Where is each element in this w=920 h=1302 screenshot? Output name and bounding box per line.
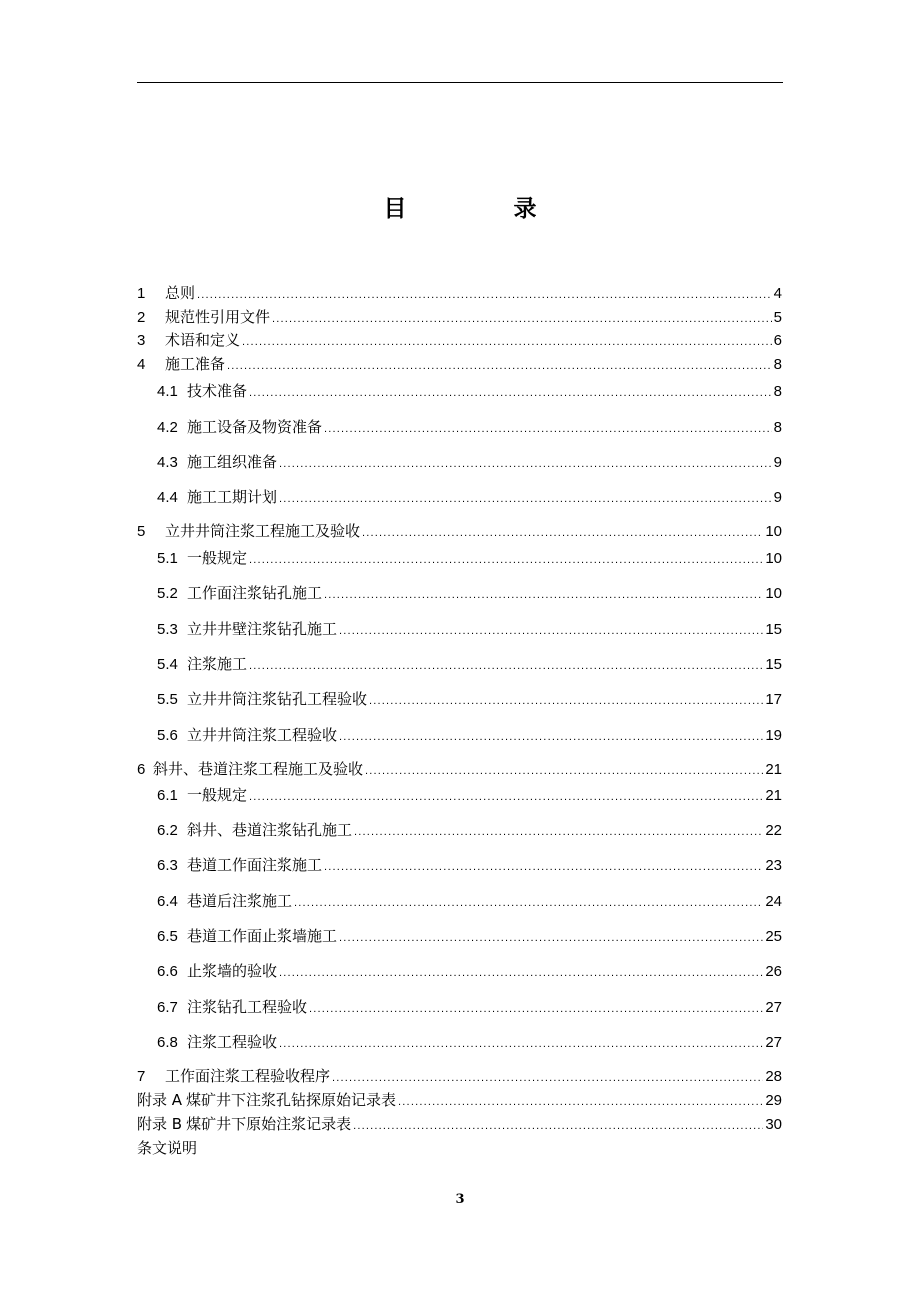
toc-entry-page: 26 [765,963,782,980]
dot-leader [279,1033,763,1055]
toc-entry-appendix-b[interactable] [137,1113,782,1135]
toc-entry-number: 4 [137,356,146,373]
toc-title: 目 录 [383,195,579,222]
dot-leader [249,382,772,404]
toc-entry-text: 立井井筒注浆工程验收 [187,726,338,744]
toc-entry-text: 工作面注浆钻孔施工 [187,584,323,602]
toc-entry-text: 巷道后注浆施工 [187,892,293,910]
toc-entry-text: 斜井、巷道注浆钻孔施工 [187,821,353,839]
toc-entry-text: 立井井壁注浆钻孔施工 [187,620,338,638]
toc-entry-text: 一般规定 [187,786,248,804]
dot-leader [197,284,772,306]
toc-entry-number: 5.2 [157,585,178,602]
dot-leader [309,998,763,1020]
toc-entry-number: 6.7 [157,999,178,1016]
toc-entry-number: 6.5 [157,928,178,945]
toc-entry-text: 总则 [165,284,196,302]
toc-entry-5-5[interactable] [157,688,782,710]
toc-entry-number: 5 [137,523,146,540]
toc-entry-number: 5.1 [157,550,178,567]
dot-leader [294,892,763,914]
toc-entry-6-6[interactable] [157,960,782,982]
dot-leader [279,488,772,510]
toc-entry-number: 5.3 [157,621,178,638]
toc-entry-page: 28 [765,1068,782,1085]
toc-entry-5-1[interactable] [157,547,782,569]
toc-entry-4-4[interactable] [157,486,782,508]
toc-entry-page: 17 [765,691,782,708]
toc-entry-6-3[interactable] [157,854,782,876]
toc-entry-number: 4.1 [157,383,178,400]
toc-entry-4-2[interactable] [157,416,782,438]
dot-leader [249,786,763,808]
toc-entry-text: 注浆工程验收 [187,1033,278,1051]
dot-leader [354,821,763,843]
toc-entry-page: 27 [765,999,782,1016]
toc-entry-text: 煤矿井下注浆孔钻探原始记录表 [186,1091,397,1109]
toc-entry-number: 4.2 [157,419,178,436]
toc-entry-text: 止浆墙的验收 [187,962,278,980]
toc-entry-page: 10 [765,585,782,602]
dot-leader [362,522,763,544]
toc-entry-number: 6.3 [157,857,178,874]
toc-entry-number: 1 [137,285,146,302]
toc-entry-page: 30 [765,1116,782,1133]
toc-entry-number: 6 [137,761,146,778]
toc-entry-page: 10 [765,523,782,540]
toc-entry-page: 5 [773,309,782,326]
toc-entry-text: 注浆钻孔工程验收 [187,998,308,1016]
toc-entry-text: 施工工期计划 [187,488,278,506]
dot-leader [324,584,763,606]
dot-leader [279,453,772,475]
dot-leader [398,1091,763,1113]
toc-entry-text: 术语和定义 [165,331,241,349]
toc-entry-6-7[interactable] [157,996,782,1018]
header-rule [137,82,783,83]
toc-entry-page: 19 [765,727,782,744]
toc-entry-number: 4.4 [157,489,178,506]
toc-entry-page: 15 [765,621,782,638]
toc-entry-page: 29 [765,1092,782,1109]
toc-entry-number: 5.5 [157,691,178,708]
toc-entry-page: 23 [765,857,782,874]
toc-entry-6[interactable] [137,758,782,780]
dot-leader [324,856,763,878]
toc-entry-4[interactable] [137,353,782,375]
toc-entry-number: 6.2 [157,822,178,839]
toc-entry-number: 4.3 [157,454,178,471]
toc-entry-6-2[interactable] [157,819,782,841]
toc-entry-number: 6.4 [157,893,178,910]
toc-entry-number: 7 [137,1068,146,1085]
toc-entry-number: 3 [137,332,146,349]
toc-entry-number: 6.8 [157,1034,178,1051]
dot-leader [272,308,772,330]
toc-entry-6-8[interactable] [157,1031,782,1053]
toc-entry-5-2[interactable] [157,582,782,604]
toc-entry-number: 5.4 [157,656,178,673]
toc-entry-page: 22 [765,822,782,839]
toc-entry-number: 6.1 [157,787,178,804]
toc-entry-page: 9 [773,489,782,506]
dot-leader [365,760,763,782]
toc-entry-page: 4 [773,285,782,302]
toc-entry-5-3[interactable] [157,618,782,640]
toc-entry-page: 6 [773,332,782,349]
toc-entry-text: 技术准备 [187,382,248,400]
dot-leader [339,927,763,949]
toc-entry-page: 15 [765,656,782,673]
toc-entry-page: 8 [773,356,782,373]
toc-entry-page: 21 [765,761,782,778]
toc-entry-6-5[interactable] [157,925,782,947]
toc-entry-text: 巷道工作面注浆施工 [187,856,323,874]
dot-leader [227,355,772,377]
toc-entry-number: 5.6 [157,727,178,744]
toc-entry-explanatory-notes[interactable]: 条文说明 [137,1139,198,1157]
dot-leader [279,962,763,984]
toc-entry-4-3[interactable] [157,451,782,473]
toc-entry-5[interactable] [137,520,782,542]
toc-entry-text: 注浆施工 [187,655,248,673]
toc-entry-text: 施工设备及物资准备 [187,418,323,436]
dot-leader [369,690,763,712]
toc-entry-text: 施工组织准备 [187,453,278,471]
dot-leader [332,1067,763,1089]
toc-entry-number: 2 [137,309,146,326]
toc-entry-7[interactable] [137,1065,782,1087]
toc-entry-text: 施工准备 [165,355,226,373]
dot-leader [249,549,763,571]
toc-entry-page: 9 [773,454,782,471]
toc-entry-6-4[interactable] [157,890,782,912]
toc-entry-page: 21 [765,787,782,804]
toc-entry-4-1[interactable] [157,380,782,402]
toc-entry-5-6[interactable] [157,724,782,746]
toc-entry-page: 27 [765,1034,782,1051]
dot-leader [242,331,772,353]
toc-entry-2[interactable] [137,306,782,328]
toc-entry-5-4[interactable] [157,653,782,675]
dot-leader [249,655,763,677]
dot-leader [339,726,763,748]
dot-leader [324,418,772,440]
toc-entry-number: 附录 B [137,1115,183,1133]
page-number: 3 [455,1192,465,1207]
toc-entry-text: 立井井筒注浆钻孔工程验收 [187,690,368,708]
toc-entry-page: 8 [773,383,782,400]
toc-entry-3[interactable] [137,329,782,351]
toc-entry-number: 6.6 [157,963,178,980]
toc-entry-6-1[interactable] [157,784,782,806]
toc-entry-text: 立井井筒注浆工程施工及验收 [165,522,361,540]
toc-entry-page: 8 [773,419,782,436]
toc-entry-appendix-a[interactable] [137,1089,782,1111]
toc-entry-page: 10 [765,550,782,567]
toc-entry-page: 24 [765,893,782,910]
toc-entry-number: 附录 A [137,1091,183,1109]
toc-entry-text: 巷道工作面止浆墙施工 [187,927,338,945]
toc-entry-text: 斜井、巷道注浆工程施工及验收 [153,760,364,778]
toc-entry-1[interactable] [137,282,782,304]
dot-leader [339,620,763,642]
toc-entry-text: 煤矿井下原始注浆记录表 [186,1115,352,1133]
toc-entry-text: 工作面注浆工程验收程序 [165,1067,331,1085]
toc-entry-text: 一般规定 [187,549,248,567]
toc-entry-page: 25 [765,928,782,945]
toc-entry-text: 规范性引用文件 [165,308,271,326]
dot-leader [353,1115,763,1137]
